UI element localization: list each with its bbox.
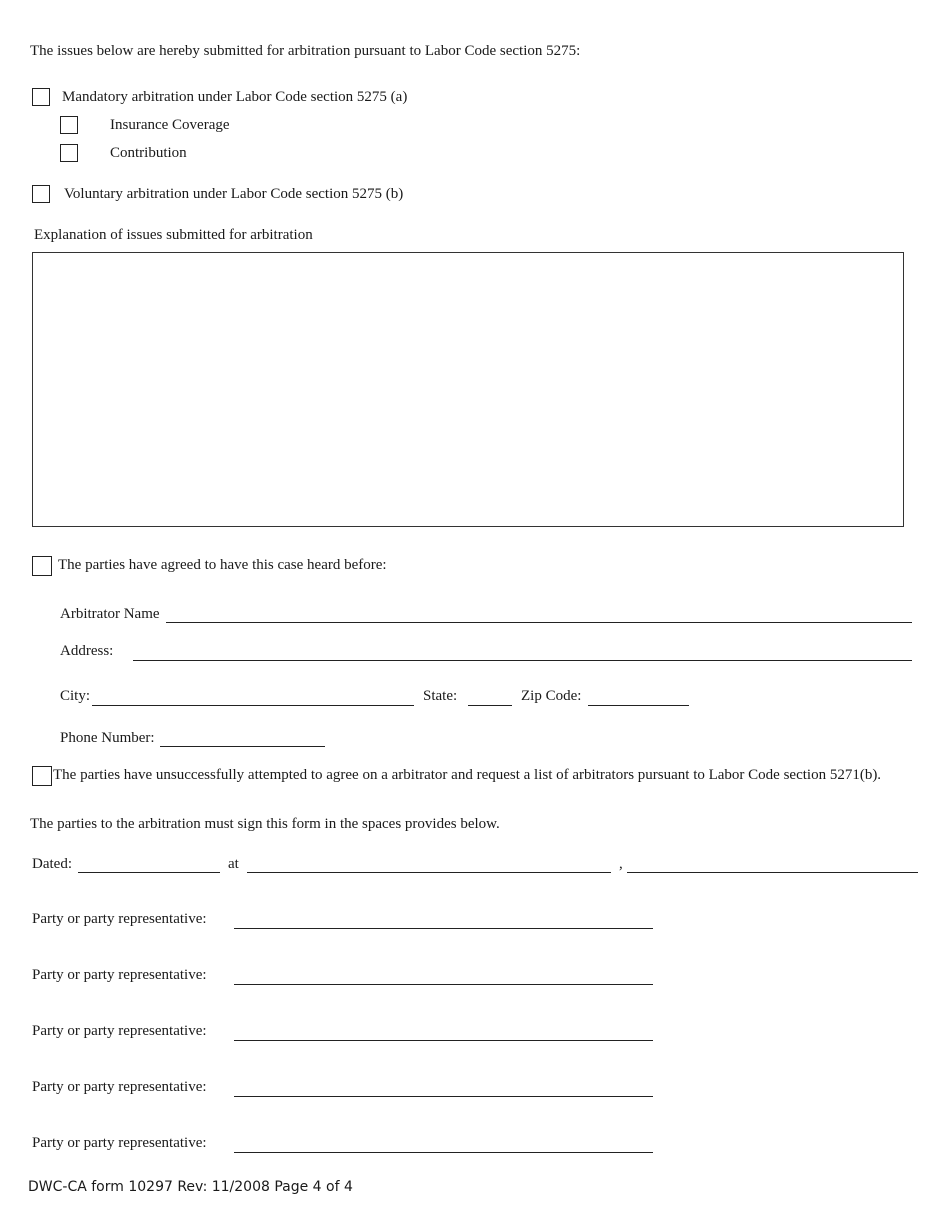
mandatory-arbitration-label: Mandatory arbitration under Labor Code section 5275 (a)	[62, 89, 408, 105]
signature-line[interactable]	[234, 984, 653, 985]
agreed-arbitrator-checkbox[interactable]	[32, 556, 52, 576]
agreed-arbitrator-label: The parties have agreed to have this case heard before:	[58, 557, 387, 573]
signature-line[interactable]	[234, 1152, 653, 1153]
signature-line[interactable]	[234, 1096, 653, 1097]
phone-number-label: Phone Number:	[60, 730, 155, 746]
insurance-coverage-checkbox[interactable]	[60, 116, 78, 134]
signature-line[interactable]	[234, 928, 653, 929]
state-location-field[interactable]	[627, 872, 918, 873]
city-label: City:	[60, 688, 91, 704]
signature-label: Party or party representative:	[32, 1079, 207, 1095]
arbitrator-name-field[interactable]	[166, 622, 912, 623]
explanation-label: Explanation of issues submitted for arbitration	[34, 227, 313, 243]
voluntary-arbitration-label: Voluntary arbitration under Labor Code section 5275 (b)	[64, 186, 404, 202]
arbitrator-name-label: Arbitrator Name	[60, 606, 160, 622]
city-location-field[interactable]	[247, 872, 611, 873]
date-field[interactable]	[78, 872, 220, 873]
mandatory-arbitration-checkbox[interactable]	[32, 88, 50, 106]
at-label: at	[228, 856, 239, 872]
address-label: Address:	[60, 643, 114, 659]
intro-text: The issues below are hereby submitted for arbitration pursuant to Labor Code section 5275:	[30, 43, 581, 59]
contribution-checkbox[interactable]	[60, 144, 78, 162]
request-arbitrator-list-label: The parties have unsuccessfully attempted to agree on a arbitrator and request a list of arbitrators pursuant to Labor Code section 5271(b).	[53, 767, 882, 783]
contribution-label: Contribution	[110, 145, 187, 161]
voluntary-arbitration-checkbox[interactable]	[32, 185, 50, 203]
state-field[interactable]	[468, 705, 512, 706]
dated-label: Dated:	[32, 856, 72, 872]
city-field[interactable]	[92, 705, 414, 706]
comma-separator: ,	[619, 856, 623, 872]
address-field[interactable]	[133, 660, 912, 661]
request-arbitrator-list-checkbox[interactable]	[32, 766, 52, 786]
state-label: State:	[423, 688, 458, 704]
signature-label: Party or party representative:	[32, 911, 207, 927]
explanation-textarea[interactable]	[32, 252, 904, 527]
zip-code-label: Zip Code:	[521, 688, 582, 704]
signature-line[interactable]	[234, 1040, 653, 1041]
phone-number-field[interactable]	[160, 746, 325, 747]
insurance-coverage-label: Insurance Coverage	[110, 117, 230, 133]
sign-instruction: The parties to the arbitration must sign this form in the spaces provides below.	[30, 816, 500, 832]
form-footer: DWC-CA form 10297 Rev: 11/2008 Page 4 of 4	[28, 1179, 353, 1195]
zip-code-field[interactable]	[588, 705, 689, 706]
signature-label: Party or party representative:	[32, 1135, 207, 1151]
signature-label: Party or party representative:	[32, 1023, 207, 1039]
signature-label: Party or party representative:	[32, 967, 207, 983]
